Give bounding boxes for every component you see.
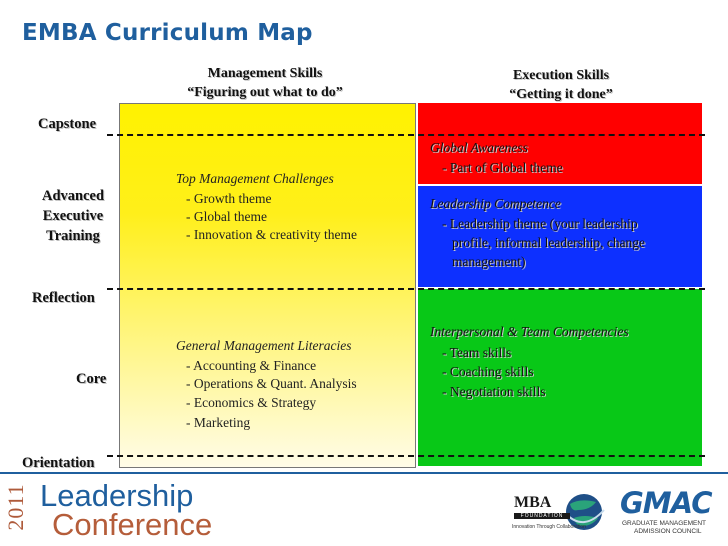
list-item: - Marketing [186,415,251,430]
row-label-training: Training [46,228,100,244]
management-skills-heading: Management Skills [207,66,323,81]
general-management-literacies-block [176,337,411,437]
list-item: management) [452,254,526,269]
mba-logo-subtext: FOUNDATION [514,513,570,519]
management-skills-subheading: “Figuring out what to do” [187,85,343,100]
conference-title-line1: Leadership [40,478,194,513]
list-item: - Accounting & Finance [186,358,317,373]
row-label-orientation: Orientation [22,455,95,471]
row-label-reflection: Reflection [32,290,95,306]
list-item: - Negotiation skills [442,384,546,399]
list-item: - Coaching skills [442,364,534,379]
page-title: EMBA Curriculum Map [22,20,313,46]
conference-title-line2: Conference [52,507,213,542]
conference-year: 2011 [3,483,28,531]
execution-skills-header [436,66,686,104]
gmac-logo [620,486,724,540]
list-item: - Innovation & creativity theme [186,227,357,242]
row-label-capstone: Capstone [38,116,97,132]
gmac-logo-subtext-1: GRADUATE MANAGEMENT [622,520,707,527]
management-skills-header [140,64,390,102]
gmac-logo-subtext-2: ADMISSION COUNCIL [634,528,702,535]
list-item: profile, informal leadership, change [452,235,646,250]
reflection-divider [107,288,705,290]
general-management-literacies-heading: General Management Literacies [176,338,352,353]
list-item: - Global theme [186,209,267,224]
mba-logo-text: MBA [514,494,552,511]
list-item: - Operations & Quant. Analysis [186,376,357,391]
orientation-divider [107,455,705,457]
list-item: - Part of Global theme [442,160,563,175]
global-awareness-block [430,139,700,179]
row-label-executive: Executive [42,208,104,224]
row-label-advanced: Advanced [41,188,105,204]
top-management-challenges-block [176,170,411,250]
list-item: - Leadership theme (your leadership [442,216,638,231]
list-item: - Growth theme [186,191,272,206]
top-management-challenges-heading: Top Management Challenges [176,171,334,186]
row-label-core: Core [76,371,107,387]
list-item: - Economics & Strategy [186,395,317,410]
interpersonal-competencies-heading: Interpersonal & Team Competencies [430,324,629,339]
mba-logo-tagline: Innovation Through Collaboration [512,524,586,530]
execution-skills-heading: Execution Skills [512,68,610,83]
global-awareness-heading: Global Awareness [430,140,528,155]
gmac-logo-text: GMAC [620,486,712,520]
leadership-competence-heading: Leadership Competence [430,196,561,211]
list-item: - Team skills [442,345,512,360]
leadership-competence-block [430,195,700,275]
capstone-divider [107,134,705,136]
row-label-advanced-executive-training [28,186,118,246]
mba-foundation-logo [512,488,616,540]
interpersonal-competencies-block [430,323,700,403]
execution-skills-subheading: “Getting it done” [509,87,613,102]
footer-divider [0,472,728,474]
